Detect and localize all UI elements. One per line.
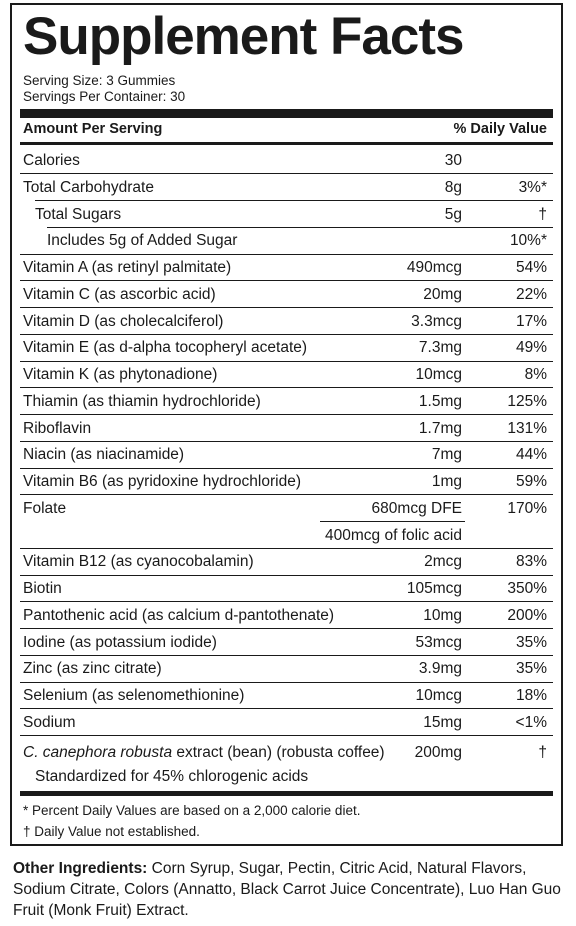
servings-per-container: Servings Per Container: 30 <box>23 89 186 104</box>
nutrient-name: Biotin <box>23 580 62 597</box>
daily-value-header: % Daily Value <box>453 121 547 137</box>
nutrient-amount: 3.9mg <box>418 660 462 678</box>
nutrient-name: Zinc (as zinc citrate) <box>23 660 162 678</box>
nutrient-name: Thiamin (as thiamin hydrochloride) <box>23 392 261 410</box>
nutrient-daily-value: 125% <box>507 392 547 410</box>
coffee-extract-note: Standardized for 45% chlorogenic acids <box>35 768 309 785</box>
nutrient-daily-value: 22% <box>515 285 547 303</box>
column-header <box>23 119 547 139</box>
nutrient-name: Vitamin E (as d-alpha tocopheryl acetate) <box>23 339 308 357</box>
nutrient-row <box>20 602 553 629</box>
nutrient-name: Vitamin B6 (as pyridoxine hydrochloride) <box>23 473 301 490</box>
nutrient-row <box>20 682 553 709</box>
nutrient-name: Vitamin D (as cholecalciferol) <box>23 312 224 330</box>
nutrient-daily-value: 350% <box>507 580 547 597</box>
nutrient-amount: 1.5mg <box>418 392 462 410</box>
nutrient-daily-value: † <box>538 205 547 223</box>
other-ingredients-label: Other Ingredients: <box>13 860 148 877</box>
header-divider <box>20 142 553 145</box>
nutrient-amount: 3.3mcg <box>411 312 462 330</box>
row-divider <box>20 735 553 736</box>
nutrient-row <box>20 575 553 602</box>
nutrient-daily-value: 10%* <box>509 232 547 250</box>
nutrient-name: Calories <box>23 152 80 169</box>
nutrient-daily-value: 18% <box>515 687 547 704</box>
nutrient-amount: 53mcg <box>415 633 462 651</box>
nutrient-amount: 20mg <box>423 285 462 303</box>
nutrient-row <box>20 361 553 388</box>
nutrient-row <box>20 655 553 682</box>
nutrient-name: Niacin (as niacinamide) <box>23 446 185 464</box>
amount-per-serving-header: Amount Per Serving <box>23 121 163 137</box>
nutrient-name: Sodium <box>23 713 76 731</box>
panel-title: Supplement Facts <box>23 7 464 66</box>
nutrient-row <box>20 201 553 228</box>
footnote-percent-dv: * Percent Daily Values are based on a 2,000 calorie diet. <box>23 803 361 818</box>
nutrient-amount: 30 <box>444 152 462 169</box>
nutrient-amount: 680mcg DFE <box>371 499 462 517</box>
nutrient-daily-value: 49% <box>515 339 547 357</box>
nutrient-row <box>20 468 553 495</box>
nutrient-name: Pantothenic acid (as calcium d-pantothenate) <box>23 606 335 624</box>
coffee-extract-dv: † <box>538 744 547 761</box>
nutrient-amount: 10mcg <box>415 366 462 383</box>
nutrient-amount: 15mg <box>423 713 462 731</box>
nutrient-name: Iodine (as potassium iodide) <box>23 633 217 651</box>
other-ingredients <box>13 858 563 921</box>
nutrient-amount: 400mcg of folic acid <box>325 526 462 544</box>
coffee-extract-amount: 200mg <box>414 744 462 761</box>
nutrient-daily-value: 131% <box>507 419 547 437</box>
nutrient-name: Selenium (as selenomethionine) <box>23 687 245 704</box>
nutrient-row <box>20 227 553 254</box>
nutrient-name: Folate <box>23 499 67 517</box>
nutrient-name: Vitamin C (as ascorbic acid) <box>23 285 216 303</box>
nutrient-row <box>20 147 553 174</box>
nutrient-row <box>20 441 553 468</box>
nutrient-daily-value: 54% <box>515 259 547 276</box>
nutrient-daily-value: 35% <box>515 633 547 651</box>
nutrient-amount: 7mg <box>431 446 462 464</box>
nutrient-daily-value: <1% <box>515 713 547 731</box>
nutrient-name: Includes 5g of Added Sugar <box>47 232 238 250</box>
nutrient-amount: 2mcg <box>424 553 462 571</box>
nutrient-amount: 8g <box>444 178 462 196</box>
nutrient-row <box>20 415 553 442</box>
nutrient-daily-value: 17% <box>515 312 547 330</box>
nutrient-row <box>20 495 553 522</box>
nutrient-amount: 1mg <box>431 473 462 490</box>
nutrient-amount: 1.7mg <box>418 419 462 437</box>
nutrient-daily-value: 170% <box>507 499 547 517</box>
nutrient-row <box>20 388 553 415</box>
footnote-dagger: † Daily Value not established. <box>23 824 200 839</box>
nutrient-daily-value: 44% <box>515 446 547 464</box>
nutrient-daily-value: 35% <box>515 660 547 678</box>
nutrient-row <box>20 174 553 201</box>
nutrient-row <box>20 548 553 575</box>
nutrient-name: Total Carbohydrate <box>23 178 154 196</box>
nutrient-amount: 5g <box>444 205 462 223</box>
coffee-extract-note-row <box>20 763 553 790</box>
nutrient-amount: 10mcg <box>415 687 462 704</box>
nutrient-amount: 490mcg <box>406 259 462 276</box>
nutrient-daily-value: 3%* <box>518 178 547 196</box>
nutrient-daily-value: 83% <box>515 553 547 571</box>
nutrient-amount: 7.3mg <box>418 339 462 357</box>
supplement-facts-panel <box>10 3 563 846</box>
nutrient-name: Total Sugars <box>35 205 122 223</box>
thick-divider-top <box>20 109 553 118</box>
nutrient-row <box>20 308 553 335</box>
nutrient-row <box>20 254 553 281</box>
nutrient-amount: 105mcg <box>406 580 462 597</box>
nutrient-row <box>20 709 553 736</box>
nutrient-row <box>20 629 553 656</box>
nutrient-name: Vitamin A (as retinyl palmitate) <box>23 259 232 276</box>
thick-divider-bottom <box>20 791 553 796</box>
coffee-extract-name: C. canephora robusta extract (bean) (robusta coffee) <box>23 744 385 761</box>
nutrient-row <box>20 334 553 361</box>
nutrient-name: Riboflavin <box>23 419 92 437</box>
other-ingredients-text: Corn Syrup, Sugar, Pectin, Citric Acid, Natural Flavors, Sodium Citrate, Colors (Annatto, Black Carrot Juice Concentrate), Luo Han Guo Fruit (Monk Fruit) Extract. <box>13 860 561 919</box>
nutrient-daily-value: 200% <box>507 606 547 624</box>
nutrient-name: Vitamin K (as phytonadione) <box>23 366 218 383</box>
serving-size: Serving Size: 3 Gummies <box>23 73 176 88</box>
nutrient-row <box>20 281 553 308</box>
nutrient-daily-value: 59% <box>515 473 547 490</box>
nutrient-row <box>20 522 553 549</box>
nutrient-daily-value: 8% <box>524 366 547 383</box>
coffee-extract-row <box>20 739 553 766</box>
nutrient-name: Vitamin B12 (as cyanocobalamin) <box>23 553 254 571</box>
nutrient-amount: 10mg <box>423 606 462 624</box>
